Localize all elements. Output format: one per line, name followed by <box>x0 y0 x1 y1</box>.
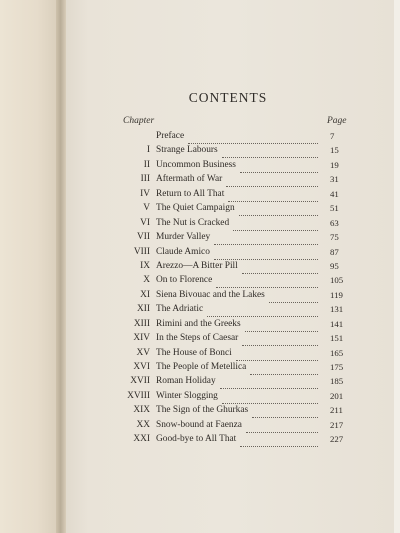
dot-leader <box>214 232 318 245</box>
chapter-number: XVI <box>133 362 150 372</box>
chapter-title: In the Steps of Caesar <box>156 333 239 344</box>
chapter-title: The Adriatic <box>156 304 204 315</box>
page-number: 151 <box>330 333 344 344</box>
chapter-title: The People of Metellica <box>156 362 247 372</box>
contents-entry <box>0 232 400 246</box>
page-number: 201 <box>330 390 344 401</box>
chapter-title: Snow-bound at Faenza <box>156 419 242 430</box>
dot-leader <box>207 304 318 317</box>
chapter-title: Uncommon Business <box>156 159 236 170</box>
chapter-title: Roman Holiday <box>156 376 216 387</box>
page-number: 211 <box>330 405 343 416</box>
chapter-title: Rimini and the Greeks <box>156 318 241 329</box>
chapter-number: III <box>140 174 150 185</box>
chapter-number: IV <box>140 188 150 199</box>
chapter-column-heading: Chapter <box>123 116 155 126</box>
page-number: 63 <box>330 217 339 228</box>
page-number: 15 <box>330 145 339 156</box>
dot-leader <box>240 160 318 173</box>
contents-entry <box>0 145 400 159</box>
page-number: 31 <box>330 174 339 185</box>
dot-leader <box>214 247 318 260</box>
chapter-title: The Sign of the Ghurkas <box>156 405 249 416</box>
dot-leader <box>250 362 318 375</box>
dot-leader <box>242 333 318 346</box>
chapter-title: The Quiet Campaign <box>156 203 235 214</box>
chapter-number: II <box>143 159 150 170</box>
chapter-number: XVIII <box>127 390 150 401</box>
contents-entry <box>0 348 400 362</box>
dot-leader <box>246 420 318 433</box>
chapter-title: Arezzo—A Bitter Pill <box>156 260 238 271</box>
chapter-title: On to Florence <box>156 275 213 286</box>
contents-entry <box>0 362 400 376</box>
dot-leader <box>239 203 318 216</box>
chapter-number: XI <box>140 289 150 300</box>
chapter-number: X <box>143 275 150 286</box>
chapter-number: VIII <box>133 246 150 257</box>
page-number: 131 <box>330 304 344 315</box>
dot-leader <box>240 434 318 447</box>
contents-entry <box>0 434 400 448</box>
dot-leader <box>236 348 318 361</box>
page-number: 119 <box>330 289 343 300</box>
page-number: 41 <box>330 188 339 199</box>
chapter-title: Siena Bivouac and the Lakes <box>156 289 265 300</box>
dot-leader <box>226 174 318 187</box>
contents-entry <box>0 247 400 261</box>
chapter-title: Murder Valley <box>156 232 211 243</box>
dot-leader <box>222 391 318 404</box>
page-number: 227 <box>330 434 344 445</box>
chapter-number: XII <box>136 304 150 315</box>
contents-entry <box>0 391 400 405</box>
chapter-number: XIII <box>133 318 150 329</box>
page-number: 95 <box>330 260 339 271</box>
contents-entry <box>0 376 400 390</box>
page-number: 105 <box>330 275 344 286</box>
chapter-title: Return to All That <box>156 188 225 199</box>
chapter-title: Aftermath of War <box>156 174 223 185</box>
contents-entry <box>0 174 400 188</box>
dot-leader <box>233 218 318 231</box>
contents-entry <box>0 131 400 145</box>
chapter-title: Preface <box>156 131 185 141</box>
dot-leader <box>245 319 318 332</box>
dot-leader <box>242 261 318 274</box>
dot-leader <box>220 376 318 389</box>
page-number: 217 <box>330 419 344 430</box>
page-column-heading: Page <box>327 116 347 126</box>
chapter-number: I <box>146 145 150 156</box>
chapter-number: XVII <box>130 376 150 387</box>
contents-list <box>0 131 400 449</box>
dot-leader <box>222 145 318 158</box>
contents-entry <box>0 290 400 304</box>
page-number: 175 <box>330 362 344 372</box>
contents-entry <box>0 203 400 217</box>
contents-entry <box>0 304 400 318</box>
contents-entry <box>0 420 400 434</box>
dot-leader <box>228 189 318 202</box>
chapter-title: Strange Labours <box>156 145 218 156</box>
contents-entry <box>0 189 400 203</box>
contents-entry <box>0 275 400 289</box>
contents-title: CONTENTS <box>188 90 268 105</box>
chapter-number: VI <box>140 217 150 228</box>
contents-entry <box>0 405 400 419</box>
chapter-number: V <box>143 203 150 214</box>
chapter-number: XX <box>136 419 150 430</box>
page-number: 51 <box>330 203 339 214</box>
page-number: 141 <box>330 318 344 329</box>
contents-entry <box>0 333 400 347</box>
page-number: 165 <box>330 347 344 358</box>
chapter-title: The House of Bonci <box>156 347 232 358</box>
page-number: 19 <box>330 159 339 170</box>
chapter-title: The Nut is Cracked <box>156 217 230 228</box>
chapter-number: XIX <box>133 405 150 416</box>
contents-entry <box>0 261 400 275</box>
chapter-number: VII <box>136 232 150 243</box>
chapter-number: IX <box>140 260 150 271</box>
page-number: 7 <box>330 131 335 141</box>
chapter-title: Good-bye to All That <box>156 434 237 445</box>
contents-entry <box>0 319 400 333</box>
chapter-title: Claude Amico <box>156 246 210 257</box>
chapter-number: XIV <box>133 333 150 344</box>
dot-leader <box>269 290 318 303</box>
chapter-number: XV <box>136 347 150 358</box>
page-number: 75 <box>330 232 339 243</box>
dot-leader <box>252 405 318 418</box>
dot-leader <box>216 275 318 288</box>
contents-entry <box>0 160 400 174</box>
contents-entry <box>0 218 400 232</box>
chapter-title: Winter Slogging <box>156 390 218 401</box>
page-number: 87 <box>330 246 339 257</box>
chapter-number: XXI <box>133 434 150 445</box>
page-number: 185 <box>330 376 344 387</box>
dot-leader <box>188 131 318 144</box>
